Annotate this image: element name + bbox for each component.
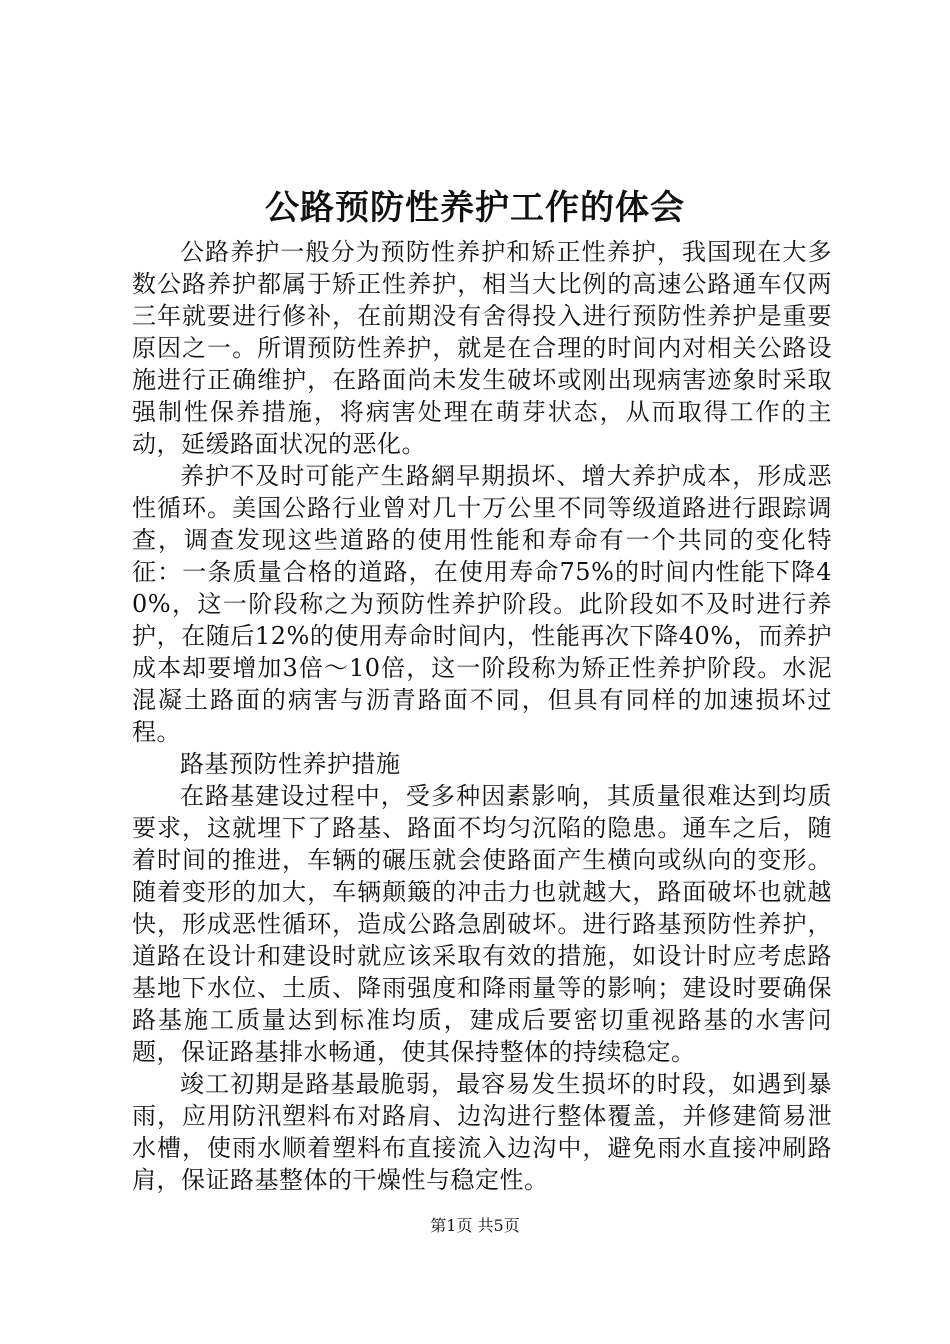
- document-title: 公路预防性养护工作的体会: [265, 188, 685, 228]
- page-footer: 第1页 共5页: [430, 1216, 520, 1235]
- paragraph-subgrade-construction: 在路基建设过程中，受多种因素影响，其质量很难达到均质要求，这就埋下了路基、路面不均匀沉陷的隐患。通车之后，随着时间的推进，车辆的碾压就会使路面产生横向或纵向的变形。随着变形的加大，车辆颠簸的冲击力也就越大，路面破坏也就越快，形成恶性循环，造成公路急剧破坏。进行路基预防性养护，道路在设计和建设时就应该采取有效的措施，如设计时应考虑路基地下水位、土质、降雨强度和降雨量等的影响；建设时要确保路基施工质量达到标准均质，建成后要密切重视路基的水害问题，保证路基排水畅通，使其保持整体的持续稳定。: [132, 782, 832, 1066]
- paragraph-maintenance-cycle: 养护不及时可能产生路網早期损坏、增大养护成本，形成恶性循环。美国公路行业曾对几十万公里不同等级道路进行跟踪调查，调查发现这些道路的使用性能和寿命有一个共同的变化特征：一条质量合格的道路，在使用寿命75%的时间内性能下降40%，这一阶段称之为预防性养护阶段。此阶段如不及时进行养护，在随后12%的使用寿命时间内，性能再次下降40%，而养护成本却要增加3倍～10倍，这一阶段称为矫正性养护阶段。水泥混凝土路面的病害与沥青路面不同，但具有同样的加速损坏过程。: [132, 462, 832, 746]
- paragraph-intro: 公路养护一般分为预防性养护和矫正性养护，我国现在大多数公路养护都属于矫正性养护，相当大比例的高速公路通车仅两三年就要进行修补，在前期没有舍得投入进行预防性养护是重要原因之一。所谓预防性养护，就是在合理的时间内对相关公路设施进行正确维护，在路面尚未发生破坏或刚出现病害迹象时采取强制性保养措施，将病害处理在萌芽状态，从而取得工作的主动，延缓路面状况的恶化。: [132, 238, 832, 458]
- section-heading-subgrade: 路基预防性养护措施: [180, 750, 401, 778]
- document-body: [132, 236, 832, 1196]
- paragraph-early-completion: 竣工初期是路基最脆弱，最容易发生损坏的时段，如遇到暴雨，应用防汛塑料布对路肩、边沟进行整体覆盖，并修建简易泄水槽，使雨水顺着塑料布直接流入边沟中，避免雨水直接冲刷路肩，保证路基整体的干燥性与稳定性。: [132, 1070, 832, 1194]
